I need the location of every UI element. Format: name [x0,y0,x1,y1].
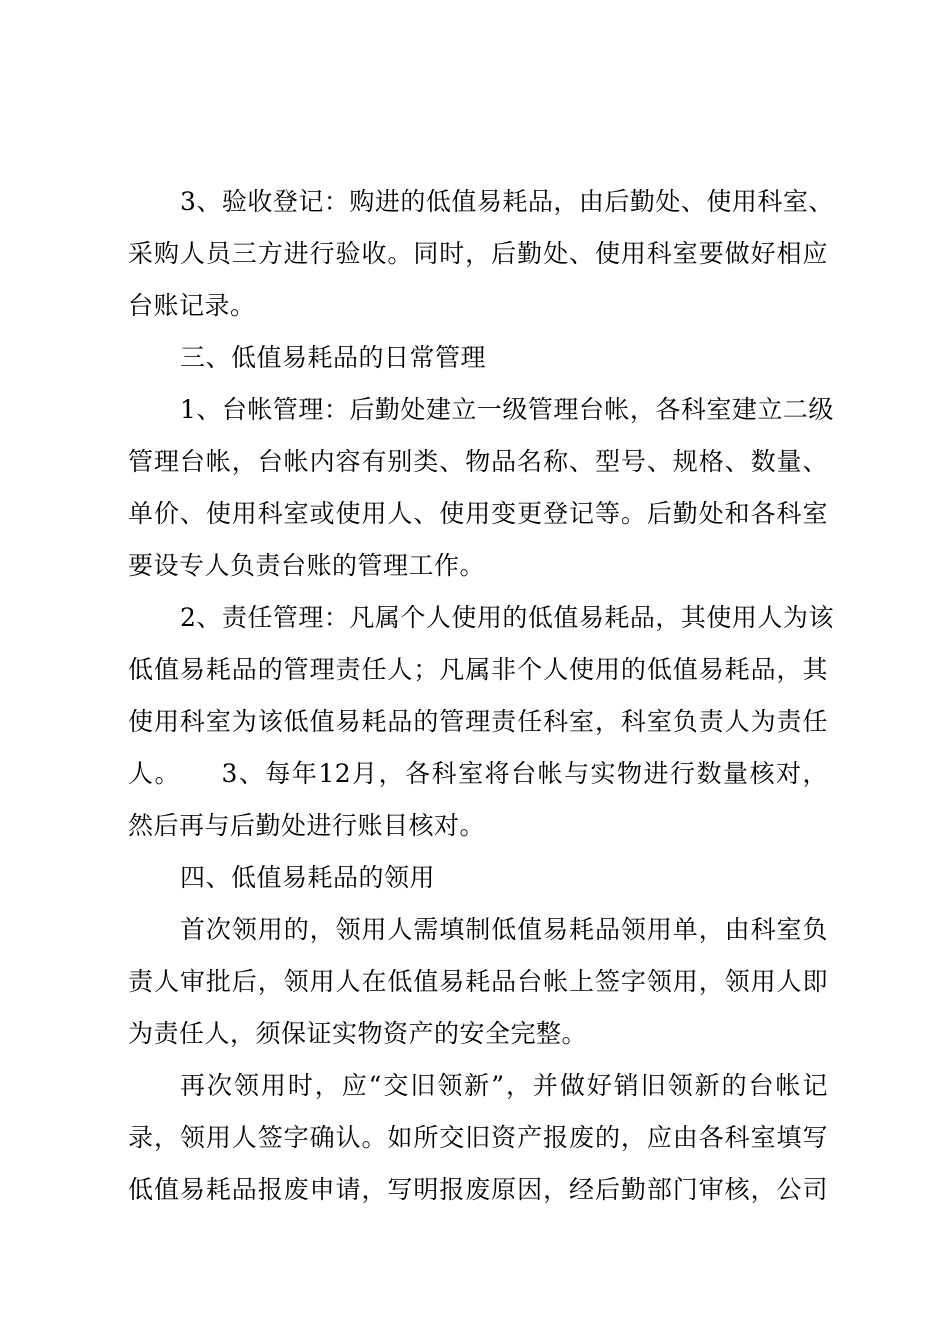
section-heading: 四、低值易耗品的领用 [180,863,436,892]
text-line: 管理台帐，台帐内容有别类、物品名称、型号、规格、数量、 [128,447,828,476]
document-body [128,176,834,1216]
text-line: 1、台帐管理：后勤处建立一级管理台帐，各科室建立二级 [180,395,834,424]
text-line: 再次领用时，应“交旧领新”，并做好销旧领新的台帐记 [180,1071,828,1100]
text-line: 录，领用人签字确认。如所交旧资产报废的，应由各科室填写 [128,1123,828,1152]
text-line: 采购人员三方进行验收。同时，后勤处、使用科室要做好相应 [128,239,828,268]
text-line: 低值易耗品报废申请，写明报废原因，经后勤部门审核，公司 [128,1175,828,1204]
text-line: 人。 3、每年12月，各科室将台帐与实物进行数量核对， [128,759,828,788]
text-line: 要设专人负责台账的管理工作。 [128,551,486,580]
text-line: 责人审批后，领用人在低值易耗品台帐上签字领用，领用人即 [128,967,828,996]
text-line: 2、责任管理：凡属个人使用的低值易耗品，其使用人为该 [180,603,834,632]
text-line: 首次领用的，领用人需填制低值易耗品领用单，由科室负 [180,915,828,944]
text-line: 然后再与后勤处进行账目核对。 [128,811,486,840]
text-line: 使用科室为该低值易耗品的管理责任科室，科室负责人为责任 [128,707,828,736]
text-line: 低值易耗品的管理责任人；凡属非个人使用的低值易耗品，其 [128,655,828,684]
text-line: 3、验收登记：购进的低值易耗品，由后勤处、使用科室、 [180,187,834,216]
text-line: 单价、使用科室或使用人、使用变更登记等。后勤处和各科室 [128,499,828,528]
text-line: 为责任人，须保证实物资产的安全完整。 [128,1019,588,1048]
section-heading: 三、低值易耗品的日常管理 [180,343,487,372]
text-line: 台账记录。 [128,291,256,320]
